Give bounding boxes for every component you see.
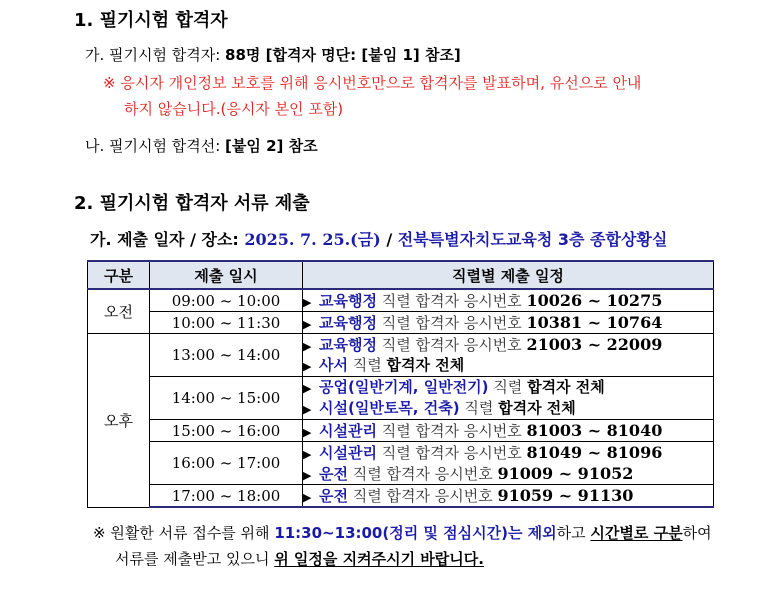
schedule-text: 직렬 합격자 응시번호: [347, 487, 498, 505]
schedule-cell: [303, 485, 714, 508]
right-triangle-icon: ▶: [303, 491, 312, 504]
footer-by-time: 시간별로 구분: [590, 524, 683, 542]
schedule-cell: [303, 334, 714, 377]
table-row: [88, 377, 714, 420]
candidate-range: 합격자 전체: [386, 356, 465, 374]
candidate-range: 10381 ~ 10764: [526, 313, 663, 332]
right-triangle-icon: ▶: [303, 318, 312, 331]
time-cell: 15:00 ~ 16:00: [150, 420, 303, 442]
job-series-label: 교육행정: [319, 314, 377, 332]
candidate-range: 합격자 전체: [498, 399, 576, 417]
schedule-text: 직렬 합격자 응시번호: [376, 336, 527, 354]
schedule-cell: [303, 420, 714, 442]
table-row: [88, 312, 714, 334]
table-row: [88, 289, 714, 312]
table-row: [88, 334, 714, 377]
section2-item-ga: [90, 227, 667, 250]
item-ga-bold: 88명 [합격자 명단: [붙임 1] 참조]: [225, 46, 461, 64]
schedule-line: [303, 290, 713, 311]
schedule-cell: [303, 442, 714, 485]
section1-item-na: [85, 135, 318, 156]
section2-title: 2. 필기시험 합격자 서류 제출: [74, 193, 310, 214]
candidate-range: 91059 ~ 91130: [497, 486, 634, 505]
footer-note-line1: [93, 522, 712, 543]
job-series-label: 운전: [319, 465, 348, 483]
right-triangle-icon: ▶: [303, 296, 312, 309]
footer-p5: 하여: [682, 524, 712, 542]
schedule-text: 직렬: [488, 378, 528, 396]
footer-keep-schedule: 위 일정을 지켜주시기 바랍니다.: [274, 550, 484, 568]
candidate-range: 합격자 전체: [527, 378, 605, 396]
group-cell: 오후: [88, 334, 150, 508]
job-series-label: 운전: [319, 487, 348, 505]
schedule-text: 직렬: [347, 356, 387, 374]
time-cell: 16:00 ~ 17:00: [150, 442, 303, 485]
candidate-range: 10026 ~ 10275: [526, 291, 663, 310]
right-triangle-icon: ▶: [303, 448, 312, 461]
table-row: [88, 442, 714, 485]
schedule-line: [303, 377, 713, 398]
schedule-text: 직렬 합격자 응시번호: [376, 292, 527, 310]
right-triangle-icon: ▶: [303, 426, 312, 439]
schedule-line: [303, 355, 713, 376]
section1-item-ga: [85, 44, 461, 65]
right-triangle-icon: ▶: [303, 360, 312, 373]
job-series-label: 시설(일반토목, 건축): [319, 399, 460, 417]
submit-sep: /: [380, 230, 398, 249]
schedule-text: 직렬 합격자 응시번호: [347, 465, 498, 483]
time-cell: 14:00 ~ 15:00: [150, 377, 303, 420]
time-cell: 17:00 ~ 18:00: [150, 485, 303, 508]
schedule-text: 직렬 합격자 응시번호: [376, 314, 527, 332]
schedule-line: [303, 334, 713, 355]
right-triangle-icon: ▶: [303, 469, 312, 482]
schedule-cell: [303, 289, 714, 312]
table-row: [88, 485, 714, 508]
footer-p6: 서류를 제출받고 있으니: [115, 550, 275, 568]
schedule-line: [303, 485, 713, 506]
schedule-table: [87, 260, 714, 508]
candidate-range: 21003 ~ 22009: [526, 335, 663, 354]
right-triangle-icon: ▶: [303, 340, 312, 353]
group-cell: 오전: [88, 289, 150, 334]
table-header-row: [88, 261, 714, 289]
schedule-text: 직렬 합격자 응시번호: [376, 422, 527, 440]
header-time: 제출 일시: [150, 261, 303, 289]
time-cell: 09:00 ~ 10:00: [150, 289, 303, 312]
header-group: 구분: [88, 261, 150, 289]
section1-title: 1. 필기시험 합격자: [74, 10, 228, 31]
right-triangle-icon: ▶: [303, 403, 312, 416]
table-row: [88, 420, 714, 442]
privacy-notice-line2: 하지 않습니다.(응시자 본인 포함): [124, 100, 344, 118]
item-ga-prefix: 가. 필기시험 합격자:: [85, 46, 226, 64]
privacy-notice-line1: ※ 응시자 개인정보 보호를 위해 응시번호만으로 합격자를 발표하며, 유선으로 안내: [103, 74, 642, 92]
schedule-line: [303, 312, 713, 333]
schedule-line: [303, 398, 713, 419]
job-series-label: 시설관리: [319, 422, 377, 440]
candidate-range: 81003 ~ 81040: [526, 421, 663, 440]
footer-p1: ※ 원활한 서류 접수를 위해: [93, 524, 275, 542]
submit-date-prefix: 가. 제출 일자 / 장소:: [90, 230, 245, 249]
time-cell: 13:00 ~ 14:00: [150, 334, 303, 377]
header-schedule: 직렬별 제출 일정: [303, 261, 714, 289]
footer-note-line2: [115, 548, 484, 569]
schedule-text: 직렬 합격자 응시번호: [376, 444, 527, 462]
job-series-label: 교육행정: [319, 336, 377, 354]
job-series-label: 사서: [319, 356, 348, 374]
item-na-bold: [붙임 2] 참조: [225, 137, 318, 155]
job-series-label: 교육행정: [319, 292, 377, 310]
right-triangle-icon: ▶: [303, 382, 312, 395]
schedule-text: 직렬: [459, 399, 499, 417]
schedule-line: [303, 463, 713, 484]
candidate-range: 81049 ~ 81096: [526, 443, 663, 462]
schedule-cell: [303, 312, 714, 334]
time-cell: 10:00 ~ 11:30: [150, 312, 303, 334]
footer-excluded-time: 11:30~13:00(정리 및 점심시간)는 제외: [274, 524, 557, 542]
submit-date: 2025. 7. 25.(금): [244, 230, 381, 249]
item-na-prefix: 나. 필기시험 합격선:: [85, 137, 226, 155]
candidate-range: 91009 ~ 91052: [497, 464, 634, 483]
submit-place: 전북특별자치도교육청 3층 종합상황실: [397, 230, 668, 249]
job-series-label: 공업(일반기계, 일반전기): [319, 378, 489, 396]
job-series-label: 시설관리: [319, 444, 377, 462]
schedule-line: [303, 420, 713, 441]
footer-p3: 하고: [556, 524, 591, 542]
schedule-line: [303, 442, 713, 463]
schedule-cell: [303, 377, 714, 420]
